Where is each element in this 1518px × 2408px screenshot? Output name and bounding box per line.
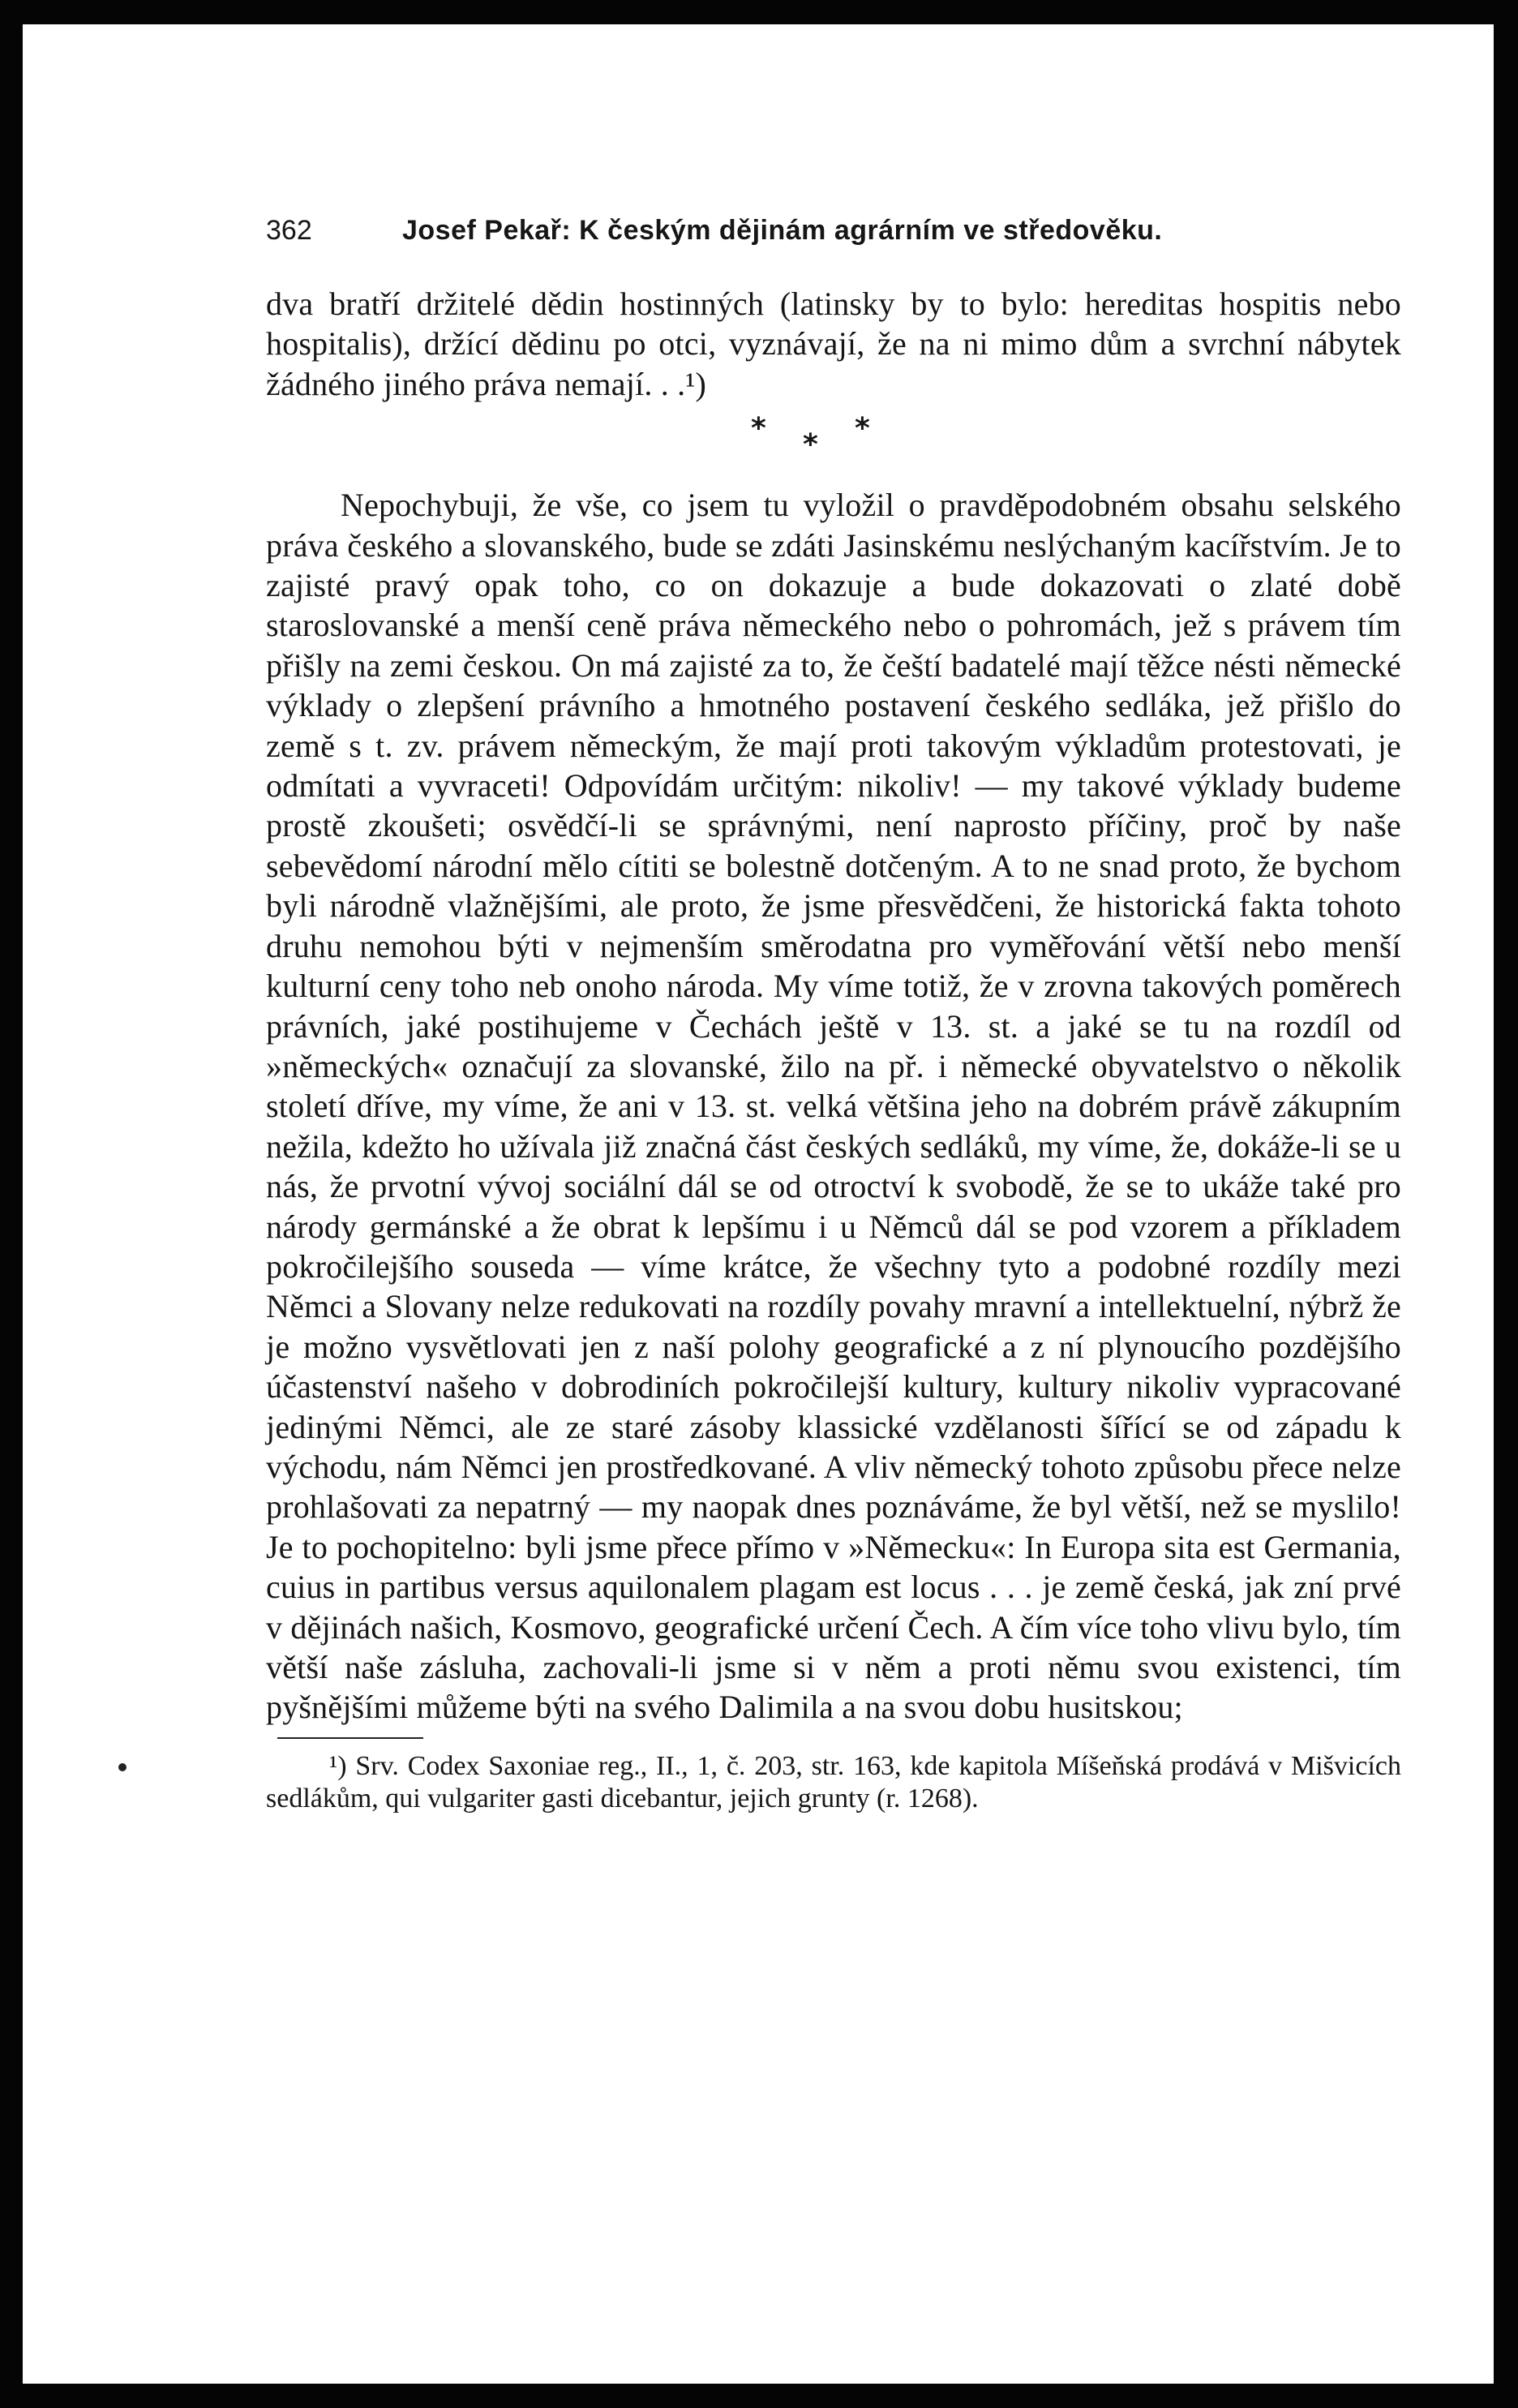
paragraph-continuation: dva bratří držitelé dědin hostinných (latinsky by to bylo: hereditas hospitis nebo hospitalis), držící dědinu po otci, vyznávají, že na ni mimo dům a svrchní nábytek žádného jiného práva nemají. . .¹) xyxy=(266,285,1401,402)
paragraph-main: Nepochybuji, že vše, co jsem tu vyložil o pravděpodobném obsahu selského práva českého a slovanského, bude se zdáti Jasinskému neslýchaným kacířstvím. Je to zajisté pravý opak toho, co on dokazuje a bude dokazovati o zlaté době staroslovanské a menší ceně práva německého nebo o pohromách, jež s právem tím přišly na zemi českou. On má zajisté za to, že čeští badatelé mají těžce nésti německé výklady o zlepšení právního a hmotného postavení českého sedláka, jež přišlo do země s t. zv. právem německým, že mají proti takovým výkladům protestovati, je odmítati a vyvraceti! Odpovídám určitým: nikoliv! — my takové výklady budeme prostě zkoušeti; osvědčí-li se správnými, není naprosto příčiny, proč by naše sebevědomí národní mělo cítiti se bolestně dotčeným. A to ne snad proto, že bychom byli národně vlažnějšími, ale proto, že jsme přesvědčeni, že historická fakta tohoto druhu nemohou býti v nejmenším směrodatna pro vyměřování větší nebo menší kulturní ceny toho neb onoho národa. My víme totiž, že v zrovna takových poměrech právních, jaké postihujeme v Čechách ještě v 13. st. a jaké se tu na rozdíl od »německých« označují za slovanské, žilo na př. i německé obyvatelstvo o několik století dříve, my víme, že ani v 13. st. velká většina jeho na dobrém právě zákupním nežila, kdežto ho užívala již značná část českých sedláků, my víme, že, dokáže-li se u nás, že prvotní vývoj sociální dál se od otroctví k svobodě, že se to ukáže také pro národy germánské a že obrat k lepšímu i u Němců dál se pod vzorem a příkladem pokročilejšího souseda — víme krátce, že všechny tyto a podobné rozdíly mezi Němci a Slovany nelze redukovati na rozdíly povahy mravní a intellektuelní, nýbrž že je možno vysvětlovati jen z naší polohy geografické a z ní plynoucího pozdějšího účastenství našeho v dobrodiních pokročilejší kultury, kultury nikoliv vypracované jedinými Němci, ale ze staré zásoby klassické vzdělanosti šířící se od západu k východu, nám Němci jen prostředkované. A vliv německý tohoto způsobu přece nelze prohlašovati za nepatrný — my naopak dnes poznáváme, že byl větší, než se myslilo! Je to pochopitelno: byli jsme přece přímo v »Německu«: In Europa sita est Germania, cuius in partibus versus aquilonalem plagam est locus . . . je země česká, jak zní prvé v dějinách našich, Kosmovo, geografické určení Čech. A čím více toho vlivu bylo, tím větší naše zásluha, zachovali-li jsme si v něm a proti němu svou existenci, tím pyšnějšími můžeme býti na svého Dalimila a na svou dobu husitskou; xyxy=(266,487,1401,1726)
running-head: Josef Pekař: K českým dějinám agrárním ve středověku. xyxy=(402,215,1163,246)
asterisk-icon: * xyxy=(855,412,870,446)
footnote: ¹) Srv. Codex Saxoniae reg., II., 1, č. 203, str. 163, kde kapitola Míšeňská prodává v Mišvicích sedlákům, qui vulgariter gasti dicebantur, jejich grunty (r. 1268). xyxy=(266,1750,1401,1814)
asterisk-icon: * xyxy=(803,428,818,462)
asterisk-icon: * xyxy=(751,412,766,446)
page-number: 362 xyxy=(266,215,312,246)
book-page xyxy=(266,212,1401,1815)
section-separator xyxy=(266,404,1401,485)
body-text xyxy=(266,284,1401,1728)
page-header xyxy=(266,212,1401,248)
footnote-divider xyxy=(277,1737,423,1739)
margin-dot xyxy=(118,1763,126,1771)
